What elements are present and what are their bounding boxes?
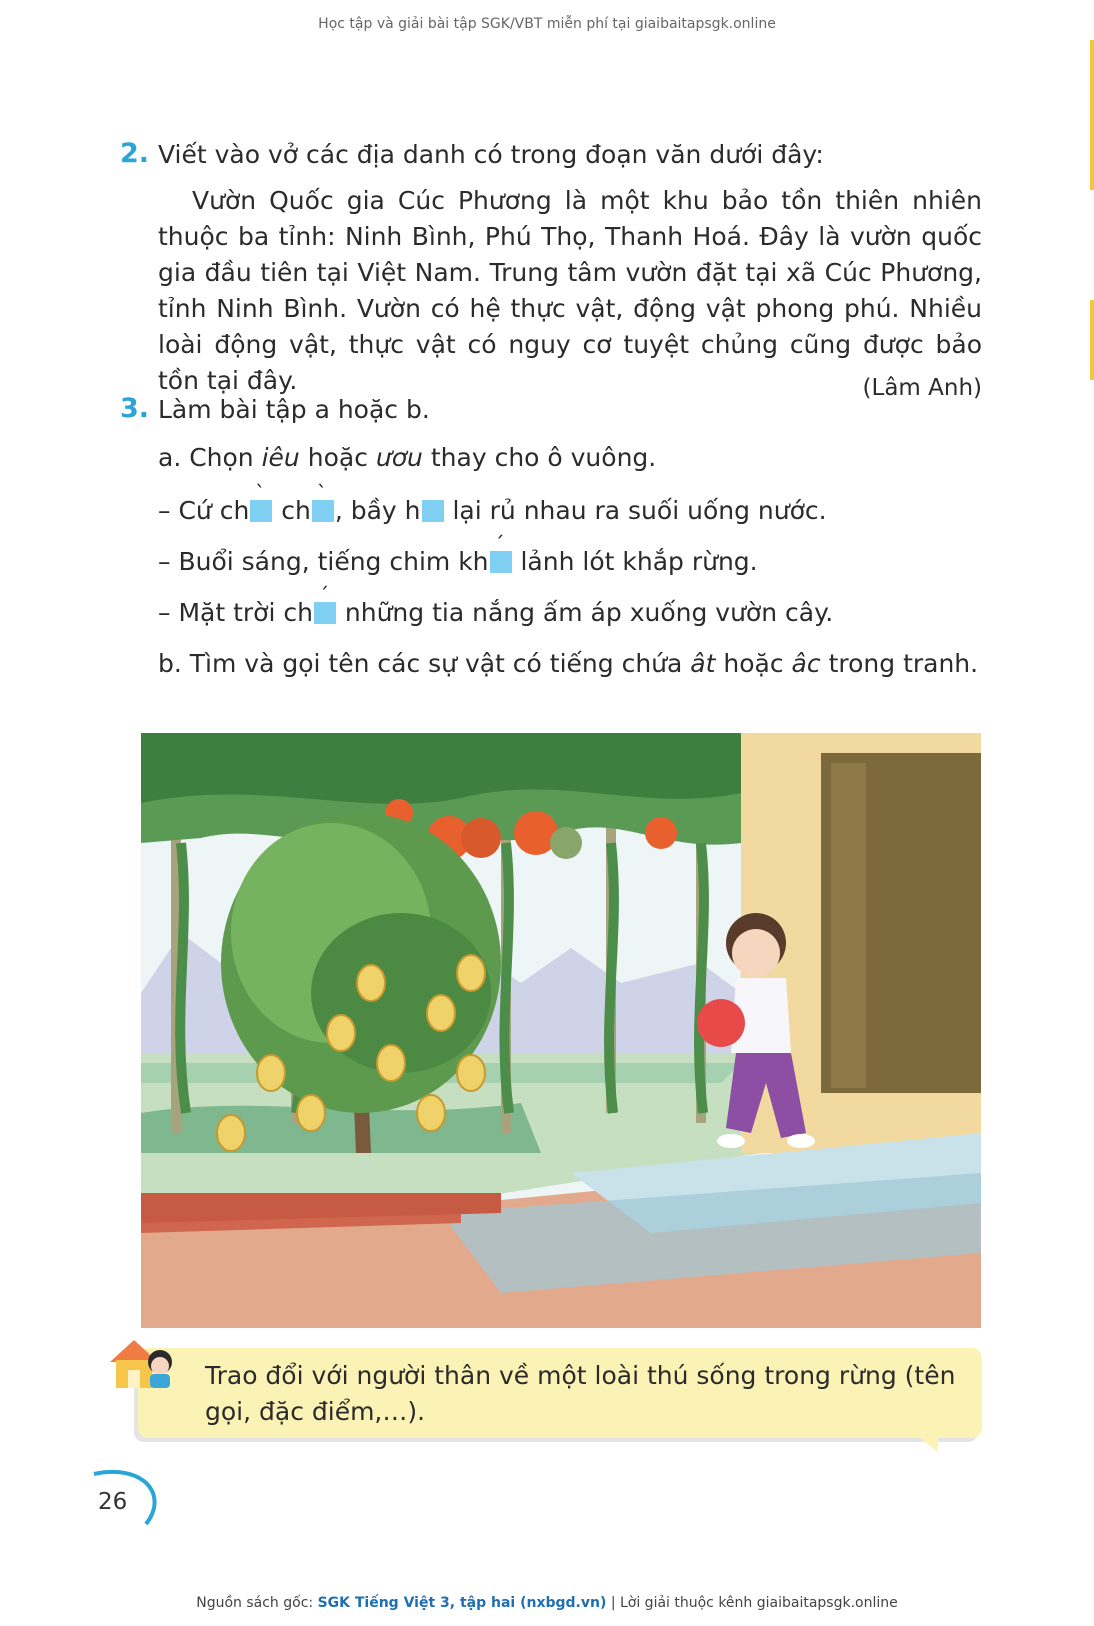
exercise-2-instruction: Viết vào vở các địa danh có trong đoạn văn dưới đây: [158,140,824,169]
exercise-3a-line-2: – Buổi sáng, tiếng chim kh ´ lảnh lót khắp rừng. [158,532,758,576]
fill-blank-box[interactable]: ´ [490,551,512,573]
option-ieu: iêu [261,443,300,472]
exercise-3a-prompt: a. Chọn iêu hoặc ươu thay cho ô vuông. [158,443,657,472]
exercise-3b-prompt: b. Tìm và gọi tên các sự vật có tiếng chứa ât hoặc âc trong tranh. [158,649,979,678]
exercise-3a-line-3: – Mặt trời ch ´ những tia nắng ấm áp xuống vườn cây. [158,583,834,627]
page-header: Học tập và giải bài tập SGK/VBT miễn phí tại giaibaitapsgk.online [318,16,776,32]
passage-author: (Lâm Anh) [862,375,982,401]
fill-blank-box[interactable] [422,500,444,522]
exercise-3a-line-1: – Cứ ch ` ch ` , bầy h lại rủ nhau ra suối uống nước. [158,481,827,525]
garden-illustration [141,733,981,1328]
exercise-3-instruction: Làm bài tập a hoặc b. [158,395,430,424]
exercise-3-number: 3. [120,393,150,424]
exercise-2-passage [158,183,982,399]
option-ac: âc [791,649,821,678]
page-number: 26 [98,1489,128,1515]
fill-blank-box[interactable]: ` [312,500,334,522]
edge-tab-mark [1090,40,1094,190]
fill-blank-box[interactable]: ` [250,500,272,522]
activity-text: Trao đổi với người thân về một loài thú sống trong rừng (tên gọi, đặc điểm,…). [205,1361,956,1426]
fill-blank-box[interactable]: ´ [314,602,336,624]
passage-text: Vườn Quốc gia Cúc Phương là một khu bảo tồn thiên nhiên thuộc ba tỉnh: Ninh Bình, Phú Thọ, Thanh Hoá. Đây là vườn quốc gia đầu tiên tại Việt Nam. Trung tâm vườn đặt tại xã Cúc Phương, tỉnh Ninh Bình. Vườn có hệ thực vật, động vật phong phú. Nhiều loài động vật, thực vật có nguy cơ tuyệt chủng cũng được bảo tồn tại đây. [158,186,982,395]
edge-tab-mark [1090,300,1094,380]
source-book-link[interactable]: SGK Tiếng Việt 3, tập hai (nxbgd.vn) [317,1595,607,1611]
option-uou: ươu [375,443,423,472]
bubble-tail [910,1430,938,1452]
exercise-2-number: 2. [120,138,150,169]
option-at: ât [690,649,716,678]
home-activity-icon [104,1334,178,1392]
page-footer: Nguồn sách gốc: SGK Tiếng Việt 3, tập hai (nxbgd.vn) | Lời giải thuộc kênh giaibaitapsgk.online [196,1595,898,1611]
